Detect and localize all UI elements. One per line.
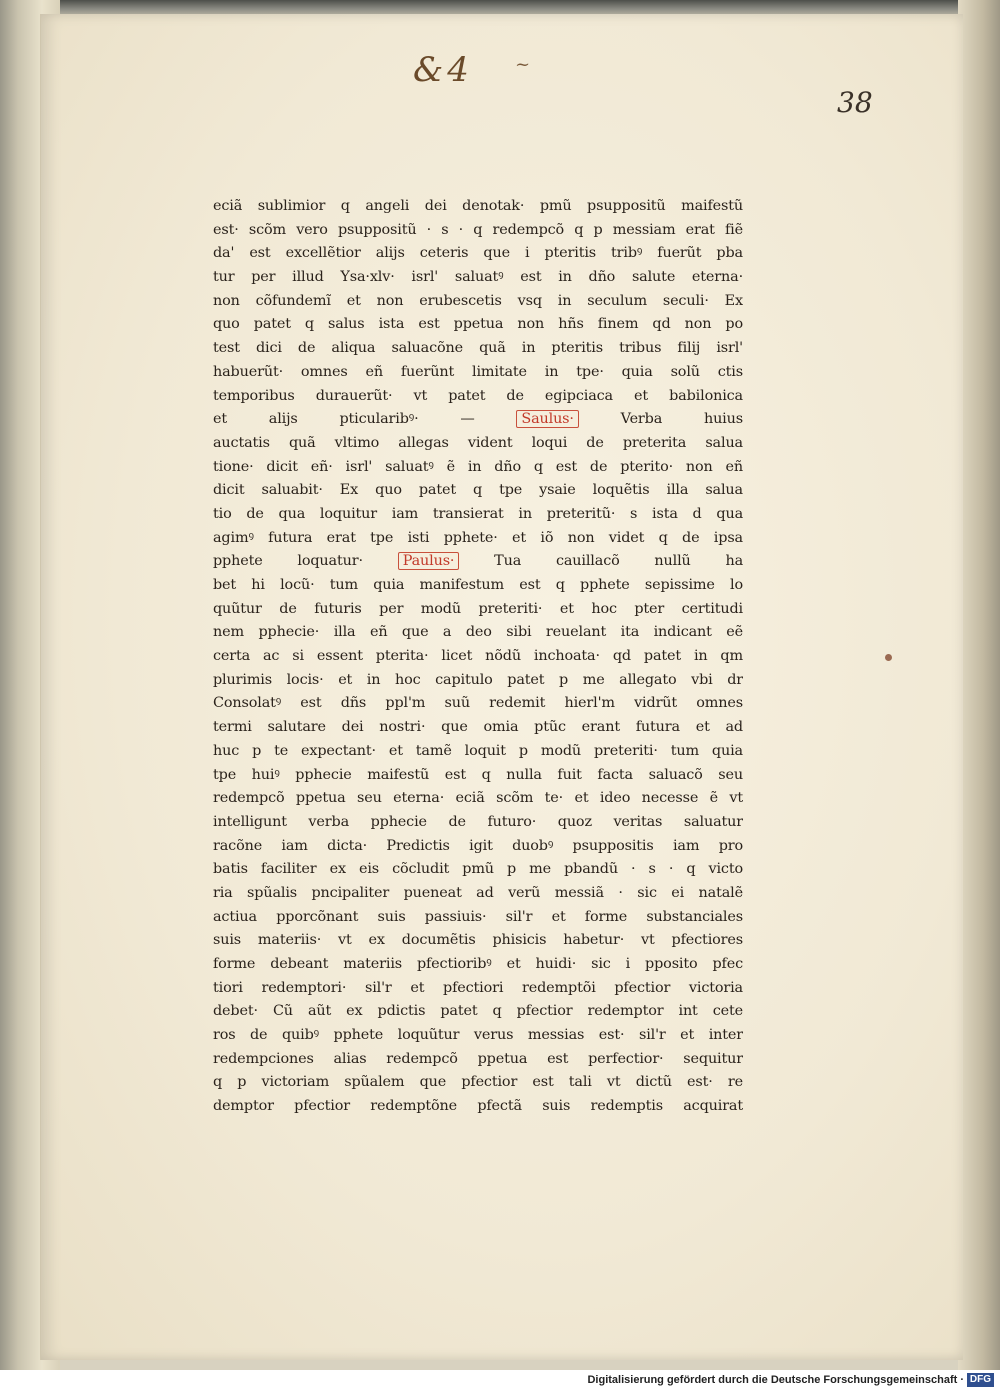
text-line: q p victoriam spũalem que pfectior est tali vt dictũ est· re xyxy=(213,1074,743,1091)
text-line: quũtur de futuris per modũ preteriti· et hoc pter certitudi xyxy=(213,600,743,617)
text-line: debet· Cũ aũt ex pdictis patet q pfectior redemptor int cete xyxy=(213,1003,743,1020)
text-line: tiori redemptori· sil'r et pfectiori redemptõi pfectior victoria xyxy=(213,979,743,996)
text-line: ria spũalis pncipaliter pueneat ad verũ messiã · sic ei natalẽ xyxy=(213,884,743,901)
text-line: quo patet q salus ista est ppetua non hñs finem qd non po xyxy=(213,316,743,333)
folio-number: 38 xyxy=(837,86,873,119)
signature-mark: &4 xyxy=(413,50,473,90)
text-line: tur per illud Ysa·xlv· isrl' saluatꝰ est in dño salute eterna· xyxy=(213,269,743,286)
funding-credit: Digitalisierung gefördert durch die Deutsche Forschungsgemeinschaft · xyxy=(587,1374,964,1386)
text-line: redempciones alias redempcõ ppetua est perfectior· sequitur xyxy=(213,1050,743,1067)
text-line: dicit saluabit· Ex quo patet q tpe ysaie loquẽtis illa salua xyxy=(213,482,743,499)
text-line: nem pphecie· illa eñ que a deo sibi reuelant ita indicant eẽ xyxy=(213,624,743,641)
text-line: tpe huiꝰ pphecie maifestũ est q nulla fuit facta saluacõ seu xyxy=(213,766,743,783)
text-line: pphete loquatur· Paulus· Tua cauillacõ nullũ ha xyxy=(213,553,743,570)
text-line: eciã sublimior q angeli dei denotak· pmũ psuppositũ maifestũ xyxy=(213,198,743,214)
text-line: est· scõm vero psuppositũ · s · q redempcõ q p messiam erat fiẽ xyxy=(213,221,743,238)
text-line: test dici de aliqua saluacõne quã in pteritis tribus filij isrl' xyxy=(213,340,743,357)
text-line: actiua pporcõnant suis passiuis· sil'r et forme substanciales xyxy=(213,908,743,925)
text-line: habuerũt· omnes eñ fuerũnt limitate in tpe· quia solũ ctis xyxy=(213,363,743,380)
text-line: demptor pfectior redemptõne pfectã suis redemptis acquirat xyxy=(213,1098,743,1115)
text-line: intelligunt verba pphecie de futuro· quoz veritas saluatur xyxy=(213,813,743,830)
text-line: plurimis locis· et in hoc capitulo patet p me allegato vbi dr xyxy=(213,671,743,688)
text-line: batis faciliter ex eis cõcludit pmũ p me pbandũ · s · q victo xyxy=(213,861,743,878)
text-line: redempcõ ppetua seu eterna· eciã scõm te· et ideo necesse ẽ vt xyxy=(213,790,743,807)
text-line: et alijs pticularibꝰ· — Saulus· Verba huius xyxy=(213,411,743,428)
text-line: huc p te expectant· et tamẽ loquit p modũ preteriti· tum quia xyxy=(213,742,743,759)
text-line: forme debeant materiis pfectioribꝰ et huidi· sic i pposito pfec xyxy=(213,956,743,972)
rubric-speaker-name: Paulus· xyxy=(398,552,460,570)
text-line: suis materiis· vt ex documẽtis phisicis habetur· vt pfectiores xyxy=(213,932,743,949)
signature-tilde: ~ xyxy=(515,54,531,75)
text-line: temporibus durauerũt· vt patet de egipciaca et babilonica xyxy=(213,387,743,404)
text-line: tione· dicit eñ· isrl' saluatꝰ ẽ in dño q est de pterito· non eñ xyxy=(213,458,743,475)
dfg-logo: DFG xyxy=(967,1373,994,1387)
text-line: Consolatꝰ est dñs ppl'm suũ redemit hierl'm vidrũt omnes xyxy=(213,695,743,712)
text-line: non cõfundemĩ et non erubescetis vsq in seculum seculi· Ex xyxy=(213,292,743,309)
text-line: agimꝰ futura erat tpe isti pphete· et iõ non videt q de ipsa xyxy=(213,529,743,546)
paper-speck xyxy=(885,654,892,661)
text-line: termi salutare dei nostri· que omia ptũc erant futura et ad xyxy=(213,719,743,736)
text-line: ros de quibꝰ pphete loquũtur verus messias est· sil'r et inter xyxy=(213,1027,743,1044)
text-line: auctatis quã vltimo allegas vident loqui de preterita salua xyxy=(213,434,743,451)
text-line: da' est excellẽtior alijs ceteris que i pteritis tribꝰ fuerũt pba xyxy=(213,245,743,262)
rubric-speaker-name: Saulus· xyxy=(516,410,579,428)
text-line: bet hi locũ· tum quia manifestum est q pphete sepissime lo xyxy=(213,577,743,593)
text-block xyxy=(213,195,743,1119)
text-line: racõne iam dicta· Predictis igit duobꝰ psuppositis iam pro xyxy=(213,837,743,854)
text-line: certa ac si essent pterita· licet nõdũ inchoata· qd patet in qm xyxy=(213,648,743,665)
book-right-edge xyxy=(958,0,1000,1370)
manuscript-page xyxy=(40,14,963,1360)
text-line: tio de qua loquitur iam transierat in preteritũ· s ista d qua xyxy=(213,505,743,522)
